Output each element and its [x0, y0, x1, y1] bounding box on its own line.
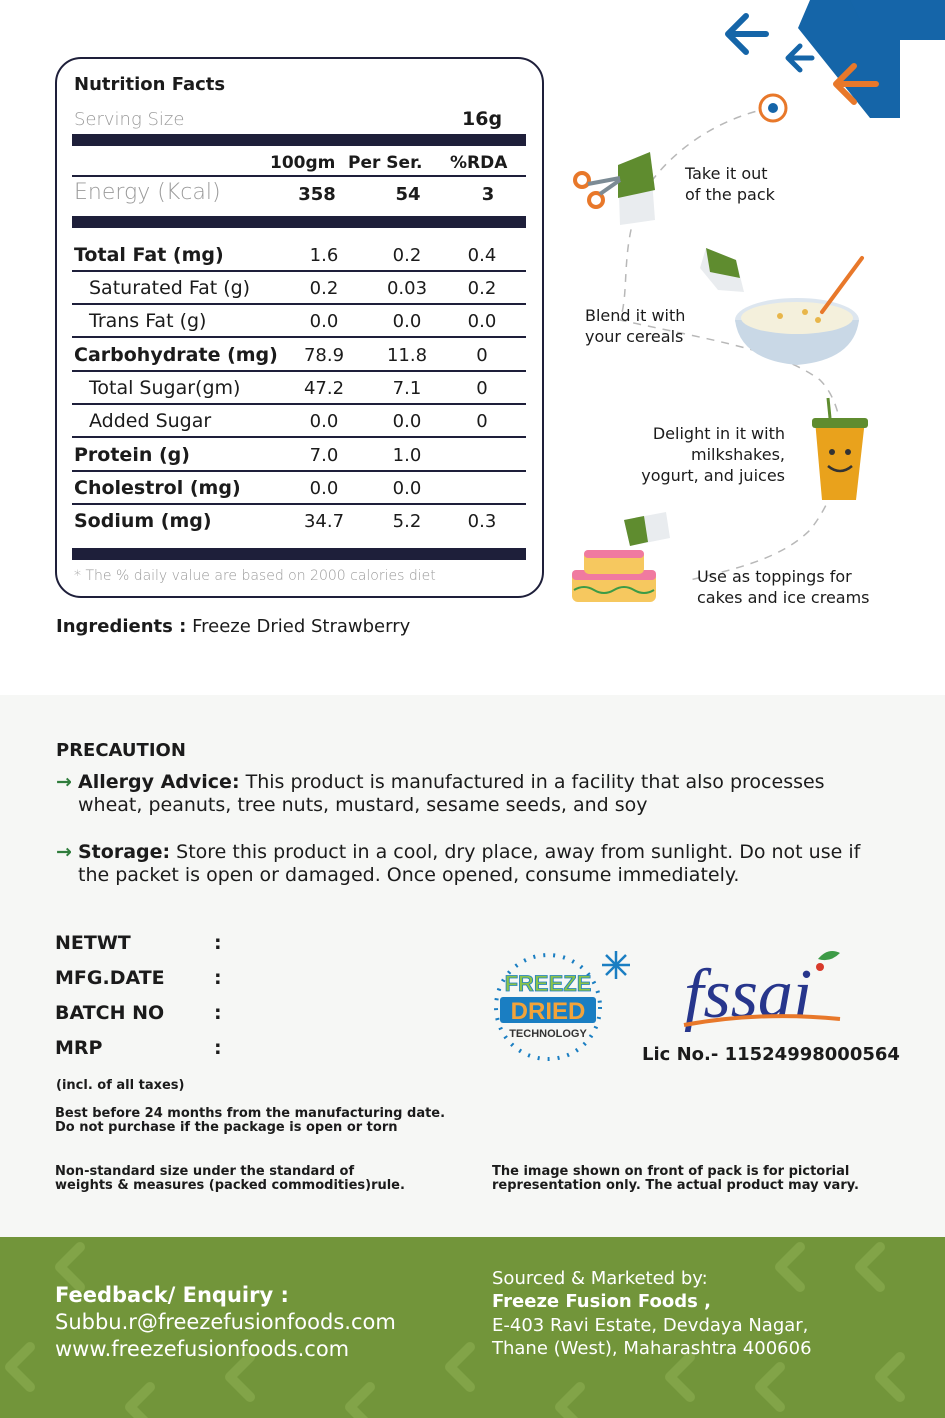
table-row: [72, 404, 526, 437]
cereal-bowl-icon: [700, 248, 862, 365]
nutrient-label: Added Sugar: [89, 410, 212, 432]
license-number: Lic No.- 11524998000564: [642, 1044, 900, 1065]
do-not-purchase-note: Do not purchase if the package is open or torn: [55, 1120, 398, 1135]
feedback-title: Feedback/ Enquiry :: [55, 1283, 289, 1307]
usage-steps-illustration: [560, 80, 945, 620]
step-1-text: Take it out of the pack: [685, 164, 775, 204]
nonstandard-note-2: weights & measures (packed commodities)rule.: [55, 1178, 405, 1193]
nutrition-title: Nutrition Facts: [74, 74, 226, 95]
energy-per-serving-value: 54: [395, 184, 421, 205]
column-header-100gm: 100gm: [270, 153, 336, 173]
column-header-per-serving: Per Ser.: [348, 153, 423, 173]
feedback-email-link[interactable]: Subbu.r@freezefusionfoods.com: [55, 1310, 396, 1334]
arrow-right-icon: →: [56, 771, 72, 793]
value-per-serving: 5.2: [392, 511, 422, 532]
value-rda: 0.2: [467, 278, 497, 299]
ingredients-value: Freeze Dried Strawberry: [186, 616, 411, 637]
value-100gm: 47.2: [303, 378, 345, 399]
step-4-text: Use as toppings for cakes and ice creams: [697, 567, 870, 607]
nutrient-label: Total Fat (mg): [74, 244, 224, 266]
value-100gm: 1.6: [309, 245, 339, 266]
divider-thick: [72, 216, 526, 228]
value-100gm: 0.0: [309, 311, 339, 332]
nutrient-label: Protein (g): [74, 444, 190, 466]
energy-100gm-value: 358: [298, 184, 336, 205]
svg-text:TECHNOLOGY: TECHNOLOGY: [509, 1028, 587, 1040]
value-100gm: 78.9: [303, 345, 345, 366]
value-rda: 0: [476, 345, 488, 366]
nutrient-label: Saturated Fat (g): [89, 277, 251, 299]
nutrient-label: Trans Fat (g): [89, 310, 207, 332]
allergy-text: This product is manufactured in a facility that also processes wheat, peanuts, tree nuts, mustard, sesame seeds, and soy: [78, 771, 825, 816]
table-row: [72, 438, 526, 471]
energy-label: Energy (Kcal): [74, 180, 221, 205]
value-per-serving: 0.0: [392, 411, 422, 432]
value-per-serving: 0.0: [392, 478, 422, 499]
address-line-1: E-403 Ravi Estate, Devdaya Nagar,: [492, 1315, 809, 1336]
snowflake-icon: [602, 951, 630, 979]
value-100gm: 34.7: [303, 511, 345, 532]
value-rda: 0: [476, 411, 488, 432]
value-100gm: 0.0: [309, 478, 339, 499]
nutrient-label: Carbohydrate (mg): [74, 344, 278, 366]
table-row: [72, 271, 526, 304]
value-rda: 0.3: [467, 511, 497, 532]
value-rda: 0.4: [467, 245, 497, 266]
image-disclaimer-2: representation only. The actual product may vary.: [492, 1178, 859, 1193]
cake-icon: [572, 512, 670, 602]
nutrient-label: Cholestrol (mg): [74, 477, 241, 499]
table-row: [72, 238, 526, 271]
energy-rda-value: 3: [481, 184, 495, 205]
value-per-serving: 0.2: [392, 245, 422, 266]
serving-size-value: 16g: [462, 108, 503, 130]
step-3-text: Delight in it with milkshakes, yogurt, and juices: [641, 424, 785, 485]
value-100gm: 0.2: [309, 278, 339, 299]
value-per-serving: 11.8: [386, 345, 428, 366]
allergy-label: Allergy Advice:: [78, 771, 240, 793]
precaution-title: PRECAUTION: [56, 740, 186, 761]
batch-no-label: BATCH NO: [55, 1002, 165, 1024]
step-2-text: Blend it with your cereals: [585, 306, 686, 346]
precaution-section: PRECAUTION → Allergy Advice: This product is manufactured in a facility that also processes wheat, peanuts, tree nuts, mustard, sesame seeds, and soy → Storage: Store this product in a cool, dry place, away from sunlight. Do not use if the packet is open or damaged. Once opened, consume immediately. NETWT : MFG.DATE : BATCH NO : MRP : (incl. of all taxes) Best before 24 months from the manufacturing date. Do not purchase if the package is open or torn Non-standard size under the standard of weights & measures (packed commodities)rule. The image shown on front of pack is for pictorial representation only. The actual product may vary. FREEZE DRIED TECHNOLOGY fssai Lic No.- 11524998000564: [0, 695, 945, 1237]
nutrition-facts-panel: [55, 57, 544, 598]
nonstandard-note-1: Non-standard size under the standard of: [55, 1164, 355, 1179]
column-header-rda: %RDA: [450, 153, 508, 173]
svg-text:fssai: fssai: [684, 956, 813, 1033]
serving-size-label: Serving Size: [74, 109, 185, 130]
incl-taxes-note: (incl. of all taxes): [56, 1078, 185, 1093]
freeze-dried-logo: [490, 945, 640, 1065]
sourced-by-label: Sourced & Marketed by:: [492, 1268, 708, 1289]
value-rda: 0: [476, 378, 488, 399]
svg-text:FREEZE: FREEZE: [504, 971, 592, 996]
table-row: [72, 504, 526, 537]
company-name: Freeze Fusion Foods ,: [492, 1291, 711, 1312]
nutrient-label: Total Sugar(gm): [89, 377, 241, 399]
nutrient-label: Sodium (mg): [74, 510, 212, 532]
table-row: [72, 371, 526, 404]
juice-cup-icon: [812, 398, 868, 500]
value-per-serving: 0.0: [392, 311, 422, 332]
table-row: [72, 471, 526, 504]
ingredients-line: [56, 616, 410, 637]
fssai-logo: [680, 945, 850, 1035]
value-per-serving: 7.1: [392, 378, 422, 399]
ingredients-label: Ingredients :: [56, 616, 187, 637]
value-rda: 0.0: [467, 311, 497, 332]
table-row: [72, 304, 526, 337]
rda-footnote: * The % daily value are based on 2000 calories diet: [74, 568, 436, 584]
image-disclaimer-1: The image shown on front of pack is for pictorial: [492, 1164, 850, 1179]
target-icon: [760, 95, 786, 121]
best-before-note: Best before 24 months from the manufacturing date.: [55, 1106, 446, 1121]
divider-thick: [72, 548, 526, 560]
footer: [0, 1237, 945, 1418]
scissors-pack-icon: [575, 152, 655, 225]
storage-label: Storage:: [78, 841, 171, 863]
mfg-date-label: MFG.DATE: [55, 967, 165, 989]
divider: [72, 175, 526, 177]
table-row: [72, 338, 526, 371]
value-per-serving: 0.03: [386, 278, 428, 299]
value-100gm: 7.0: [309, 445, 339, 466]
nutrition-section: [0, 0, 945, 695]
address-line-2: Thane (West), Maharashtra 400606: [492, 1338, 812, 1359]
svg-text:DRIED: DRIED: [510, 998, 586, 1025]
divider-thick: [72, 134, 526, 146]
mrp-label: MRP: [55, 1037, 103, 1059]
website-link[interactable]: www.freezefusionfoods.com: [55, 1337, 350, 1361]
storage-text: Store this product in a cool, dry place, away from sunlight. Do not use if the packet is open or damaged. Once opened, consume immediately.: [78, 841, 861, 886]
value-100gm: 0.0: [309, 411, 339, 432]
net-weight-label: NETWT: [55, 932, 131, 954]
value-per-serving: 1.0: [392, 445, 422, 466]
leaf-icon: [818, 951, 840, 960]
arrow-right-icon: →: [56, 841, 72, 863]
